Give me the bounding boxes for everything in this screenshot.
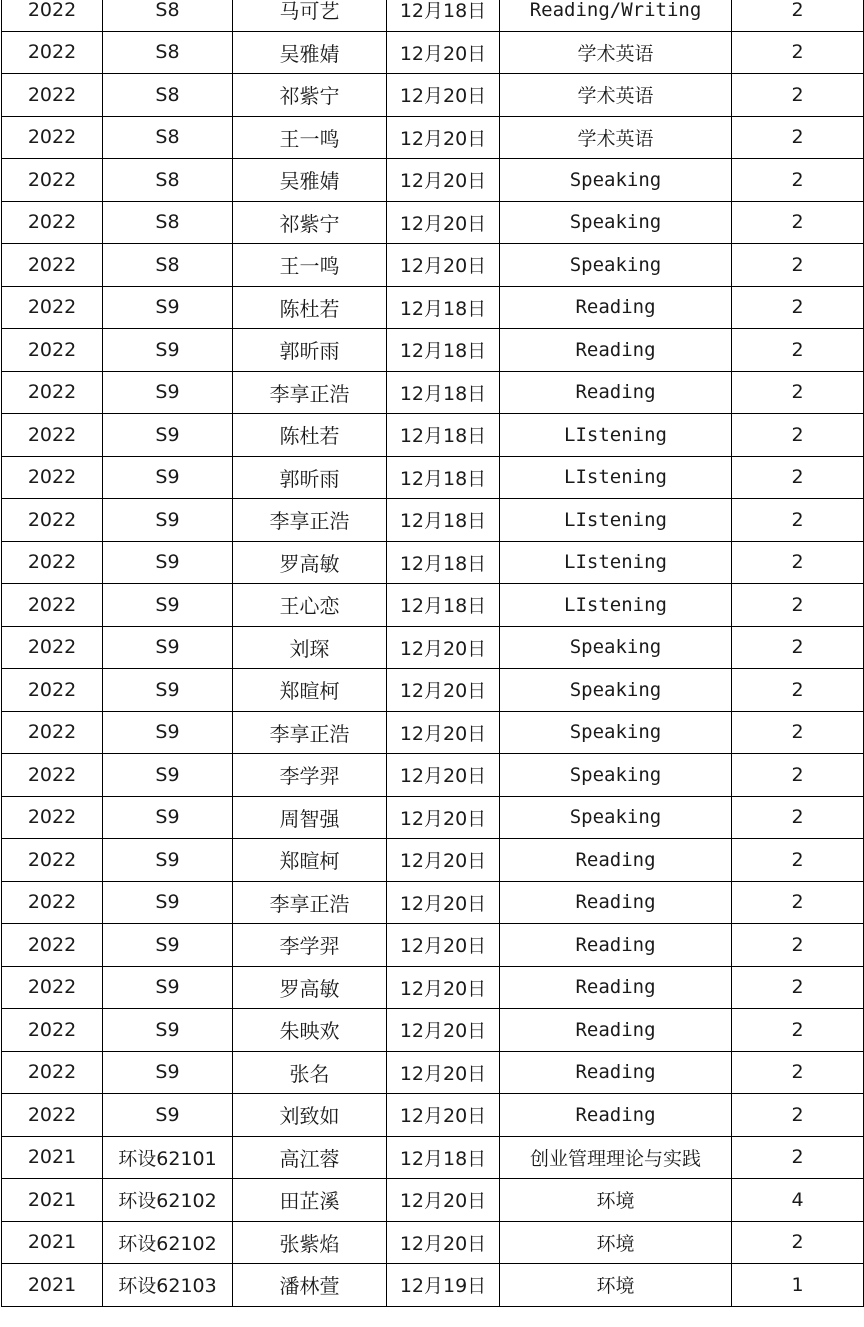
course-cell: 学术英语 [500, 116, 732, 159]
hours-cell: 2 [732, 881, 864, 924]
class-cell: 环设62102 [103, 1221, 233, 1264]
class-cell: S9 [103, 371, 233, 414]
table-row [2, 1136, 864, 1179]
table-row [2, 1051, 864, 1094]
table-row [2, 414, 864, 457]
course-cell: Reading [500, 329, 732, 372]
date-cell: 12月20日 [387, 159, 500, 202]
class-cell: S9 [103, 541, 233, 584]
attendance-table [1, 0, 864, 1307]
table-row [2, 1009, 864, 1052]
course-cell: Reading [500, 966, 732, 1009]
date-cell: 12月20日 [387, 1094, 500, 1137]
hours-cell: 2 [732, 286, 864, 329]
name-cell: 李享正浩 [233, 499, 387, 542]
hours-cell: 2 [732, 244, 864, 287]
hours-cell: 2 [732, 796, 864, 839]
year-cell: 2022 [2, 541, 103, 584]
course-cell: 学术英语 [500, 31, 732, 74]
year-cell: 2022 [2, 116, 103, 159]
date-cell: 12月20日 [387, 966, 500, 1009]
class-cell: S9 [103, 329, 233, 372]
hours-cell: 2 [732, 839, 864, 882]
course-cell: Reading [500, 1094, 732, 1137]
name-cell: 陈杜若 [233, 414, 387, 457]
year-cell: 2022 [2, 839, 103, 882]
year-cell: 2021 [2, 1221, 103, 1264]
name-cell: 祁紫宁 [233, 201, 387, 244]
course-cell: Speaking [500, 626, 732, 669]
class-cell: S9 [103, 924, 233, 967]
course-cell: Reading [500, 286, 732, 329]
table-row [2, 796, 864, 839]
date-cell: 12月18日 [387, 371, 500, 414]
year-cell: 2022 [2, 371, 103, 414]
year-cell: 2022 [2, 31, 103, 74]
name-cell: 李享正浩 [233, 711, 387, 754]
course-cell: 环境 [500, 1264, 732, 1307]
course-cell: LIstening [500, 414, 732, 457]
year-cell: 2022 [2, 286, 103, 329]
name-cell: 吴雅婧 [233, 159, 387, 202]
hours-cell: 2 [732, 201, 864, 244]
name-cell: 周智强 [233, 796, 387, 839]
year-cell: 2022 [2, 329, 103, 372]
year-cell: 2022 [2, 881, 103, 924]
date-cell: 12月18日 [387, 0, 500, 31]
class-cell: S8 [103, 244, 233, 287]
class-cell: S9 [103, 626, 233, 669]
date-cell: 12月20日 [387, 669, 500, 712]
course-cell: LIstening [500, 541, 732, 584]
hours-cell: 2 [732, 541, 864, 584]
date-cell: 12月20日 [387, 74, 500, 117]
hours-cell: 2 [732, 1136, 864, 1179]
table-row [2, 584, 864, 627]
year-cell: 2022 [2, 1009, 103, 1052]
class-cell: S9 [103, 456, 233, 499]
name-cell: 刘致如 [233, 1094, 387, 1137]
year-cell: 2022 [2, 414, 103, 457]
hours-cell: 2 [732, 456, 864, 499]
table-row [2, 754, 864, 797]
name-cell: 李学羿 [233, 754, 387, 797]
name-cell: 郑暄柯 [233, 839, 387, 882]
name-cell: 李学羿 [233, 924, 387, 967]
class-cell: S9 [103, 966, 233, 1009]
name-cell: 朱映欢 [233, 1009, 387, 1052]
date-cell: 12月20日 [387, 924, 500, 967]
name-cell: 张名 [233, 1051, 387, 1094]
course-cell: Reading [500, 881, 732, 924]
hours-cell: 2 [732, 1094, 864, 1137]
hours-cell: 2 [732, 924, 864, 967]
hours-cell: 2 [732, 711, 864, 754]
table-row [2, 966, 864, 1009]
table-row [2, 499, 864, 542]
date-cell: 12月20日 [387, 839, 500, 882]
class-cell: S8 [103, 159, 233, 202]
course-cell: Speaking [500, 711, 732, 754]
date-cell: 12月20日 [387, 881, 500, 924]
year-cell: 2022 [2, 966, 103, 1009]
class-cell: 环设62103 [103, 1264, 233, 1307]
table-row [2, 711, 864, 754]
class-cell: S9 [103, 499, 233, 542]
table-row [2, 159, 864, 202]
hours-cell: 2 [732, 669, 864, 712]
class-cell: S8 [103, 116, 233, 159]
year-cell: 2022 [2, 584, 103, 627]
year-cell: 2021 [2, 1179, 103, 1222]
date-cell: 12月19日 [387, 1264, 500, 1307]
class-cell: S9 [103, 414, 233, 457]
table-body [2, 0, 864, 1306]
hours-cell: 2 [732, 371, 864, 414]
name-cell: 刘琛 [233, 626, 387, 669]
class-cell: S9 [103, 1051, 233, 1094]
class-cell: S9 [103, 711, 233, 754]
name-cell: 李享正浩 [233, 881, 387, 924]
name-cell: 李享正浩 [233, 371, 387, 414]
course-cell: Speaking [500, 796, 732, 839]
year-cell: 2022 [2, 1051, 103, 1094]
name-cell: 马可艺 [233, 0, 387, 31]
table-row [2, 669, 864, 712]
hours-cell: 2 [732, 584, 864, 627]
course-cell: Speaking [500, 159, 732, 202]
name-cell: 祁紫宁 [233, 74, 387, 117]
table-row [2, 1221, 864, 1264]
class-cell: S9 [103, 669, 233, 712]
year-cell: 2022 [2, 201, 103, 244]
hours-cell: 2 [732, 499, 864, 542]
hours-cell: 2 [732, 754, 864, 797]
class-cell: S8 [103, 201, 233, 244]
course-cell: LIstening [500, 584, 732, 627]
date-cell: 12月20日 [387, 754, 500, 797]
table-row [2, 456, 864, 499]
table-row [2, 31, 864, 74]
course-cell: Speaking [500, 754, 732, 797]
table-row [2, 1094, 864, 1137]
hours-cell: 1 [732, 1264, 864, 1307]
class-cell: 环设62102 [103, 1179, 233, 1222]
date-cell: 12月20日 [387, 201, 500, 244]
table-row [2, 116, 864, 159]
course-cell: LIstening [500, 499, 732, 542]
year-cell: 2022 [2, 499, 103, 542]
course-cell: Reading [500, 924, 732, 967]
class-cell: S9 [103, 1009, 233, 1052]
course-cell: Speaking [500, 669, 732, 712]
date-cell: 12月20日 [387, 1009, 500, 1052]
class-cell: S8 [103, 31, 233, 74]
course-cell: Reading [500, 371, 732, 414]
year-cell: 2021 [2, 1136, 103, 1179]
name-cell: 高江蓉 [233, 1136, 387, 1179]
year-cell: 2022 [2, 159, 103, 202]
year-cell: 2022 [2, 796, 103, 839]
class-cell: S9 [103, 881, 233, 924]
table-row [2, 74, 864, 117]
year-cell: 2022 [2, 711, 103, 754]
table-row [2, 0, 864, 31]
name-cell: 罗高敏 [233, 966, 387, 1009]
year-cell: 2022 [2, 626, 103, 669]
table-row [2, 329, 864, 372]
date-cell: 12月18日 [387, 414, 500, 457]
course-cell: 环境 [500, 1221, 732, 1264]
name-cell: 潘林萱 [233, 1264, 387, 1307]
name-cell: 张紫焰 [233, 1221, 387, 1264]
year-cell: 2022 [2, 456, 103, 499]
name-cell: 罗高敏 [233, 541, 387, 584]
date-cell: 12月20日 [387, 116, 500, 159]
year-cell: 2022 [2, 669, 103, 712]
class-cell: S9 [103, 839, 233, 882]
course-cell: Reading/Writing [500, 0, 732, 31]
name-cell: 田芷溪 [233, 1179, 387, 1222]
class-cell: S9 [103, 1094, 233, 1137]
year-cell: 2022 [2, 244, 103, 287]
name-cell: 郭昕雨 [233, 456, 387, 499]
hours-cell: 2 [732, 116, 864, 159]
name-cell: 郭昕雨 [233, 329, 387, 372]
class-cell: S9 [103, 584, 233, 627]
date-cell: 12月20日 [387, 626, 500, 669]
course-cell: Reading [500, 1051, 732, 1094]
year-cell: 2022 [2, 74, 103, 117]
date-cell: 12月18日 [387, 329, 500, 372]
hours-cell: 2 [732, 1221, 864, 1264]
name-cell: 王一鸣 [233, 116, 387, 159]
table-row [2, 626, 864, 669]
table-row [2, 924, 864, 967]
class-cell: 环设62101 [103, 1136, 233, 1179]
course-cell: LIstening [500, 456, 732, 499]
class-cell: S8 [103, 74, 233, 117]
year-cell: 2022 [2, 1094, 103, 1137]
hours-cell: 2 [732, 31, 864, 74]
course-cell: Speaking [500, 201, 732, 244]
year-cell: 2022 [2, 924, 103, 967]
class-cell: S9 [103, 286, 233, 329]
course-cell: Speaking [500, 244, 732, 287]
date-cell: 12月18日 [387, 286, 500, 329]
year-cell: 2022 [2, 754, 103, 797]
table-row [2, 839, 864, 882]
date-cell: 12月18日 [387, 456, 500, 499]
hours-cell: 2 [732, 74, 864, 117]
class-cell: S9 [103, 796, 233, 839]
date-cell: 12月20日 [387, 1221, 500, 1264]
table-row [2, 1264, 864, 1307]
hours-cell: 2 [732, 626, 864, 669]
date-cell: 12月18日 [387, 584, 500, 627]
class-cell: S9 [103, 754, 233, 797]
table-row [2, 201, 864, 244]
hours-cell: 2 [732, 966, 864, 1009]
course-cell: 创业管理理论与实践 [500, 1136, 732, 1179]
table-row [2, 881, 864, 924]
date-cell: 12月20日 [387, 796, 500, 839]
course-cell: Reading [500, 839, 732, 882]
name-cell: 王一鸣 [233, 244, 387, 287]
date-cell: 12月18日 [387, 1136, 500, 1179]
hours-cell: 2 [732, 1051, 864, 1094]
table-row [2, 244, 864, 287]
hours-cell: 2 [732, 0, 864, 31]
course-cell: 学术英语 [500, 74, 732, 117]
year-cell: 2022 [2, 0, 103, 31]
hours-cell: 2 [732, 159, 864, 202]
table-row [2, 541, 864, 584]
name-cell: 王心恋 [233, 584, 387, 627]
name-cell: 郑暄柯 [233, 669, 387, 712]
table-row [2, 286, 864, 329]
year-cell: 2021 [2, 1264, 103, 1307]
hours-cell: 2 [732, 329, 864, 372]
date-cell: 12月20日 [387, 711, 500, 754]
date-cell: 12月20日 [387, 1051, 500, 1094]
table-row [2, 371, 864, 414]
hours-cell: 2 [732, 414, 864, 457]
date-cell: 12月18日 [387, 541, 500, 584]
course-cell: Reading [500, 1009, 732, 1052]
date-cell: 12月20日 [387, 244, 500, 287]
date-cell: 12月20日 [387, 1179, 500, 1222]
date-cell: 12月18日 [387, 499, 500, 542]
hours-cell: 4 [732, 1179, 864, 1222]
name-cell: 吴雅婧 [233, 31, 387, 74]
hours-cell: 2 [732, 1009, 864, 1052]
course-cell: 环境 [500, 1179, 732, 1222]
date-cell: 12月20日 [387, 31, 500, 74]
class-cell: S8 [103, 0, 233, 31]
name-cell: 陈杜若 [233, 286, 387, 329]
table-row [2, 1179, 864, 1222]
